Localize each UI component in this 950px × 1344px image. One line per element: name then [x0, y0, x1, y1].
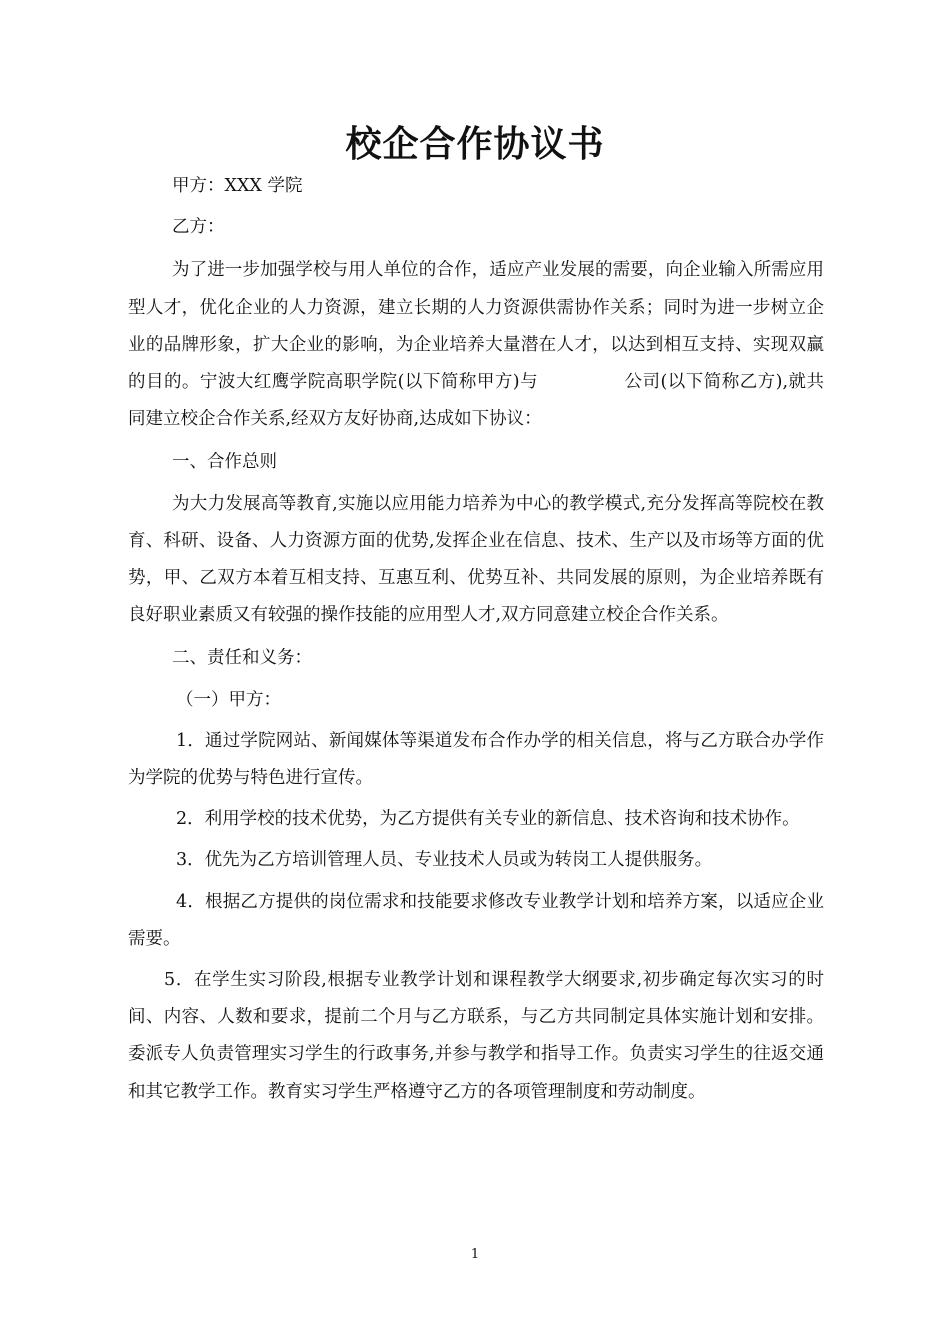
- section-1-paragraph: 为大力发展高等教育,实施以应用能力培养为中心的教学模式,充分发挥高等院校在教育、科研、设备、人力资源方面的优势,发挥企业在信息、技术、生产以及市场等方面的优势，甲、乙双方本着互相支持、互惠互利、优势互补、共同发展的原则，为企业培养既有良好职业素质又有较强的操作技能的应用型人才,双方同意建立校企合作关系。: [128, 493, 824, 626]
- party-a-duties-heading: （一）甲方：: [176, 689, 281, 710]
- page-number: 1: [470, 1247, 480, 1262]
- intro-text-before-blank: 为了进一步加强学校与用人单位的合作，适应产业发展的需要，向企业输入所需应用型人才，优化企业的人力资源，建立长期的人力资源供需协作关系；同时为进一步树立企业的品牌形象，扩大企业的影响，为企业培养大量潜在人才，以达到相互支持、实现双赢的目的。宁波大红鹰学院高职学院(以下简称甲方)与: [128, 260, 824, 393]
- party-b-line: 乙方：: [172, 217, 225, 238]
- duty-item-3: 3．优先为乙方培训管理人员、专业技术人员或为转岗工人提供服务。: [176, 850, 713, 871]
- duty-item-4: 4．根据乙方提供的岗位需求和技能要求修改专业教学计划和培养方案，以适应企业需要。: [128, 891, 824, 949]
- intro-text-after-blank: 公司(以下简称乙方),就共同建立校企合作关系,经双方友好协商,达成如下协议：: [128, 372, 825, 430]
- party-a-line: 甲方：XXX 学院: [172, 176, 303, 196]
- duty-item-5: 5．在学生实习阶段,根据专业教学计划和课程教学大纲要求,初步确定每次实习的时间、内容、人数和要求，提前二个月与乙方联系，与乙方共同制定具体实施计划和安排。委派专人负责管理实习学生的行政事务,并参与教学和指导工作。负责实习学生的往返交通和其它教学工作。教育实习学生严格遵守乙方的各项管理制度和劳动制度。: [128, 970, 824, 1102]
- intro-paragraph: [128, 252, 824, 438]
- duty-item-2: 2．利用学校的技术优势，为乙方提供有关专业的新信息、技术咨询和技术协作。: [176, 809, 800, 830]
- duty-item-1: 1．通过学院网站、新闻媒体等渠道发布合作办学的相关信息，将与乙方联合办学作为学院的优势与特色进行宣传。: [128, 730, 824, 789]
- section-1-heading: 一、合作总则: [172, 452, 277, 473]
- document-title: 校企合作协议书: [345, 123, 605, 165]
- section-2-heading: 二、责任和义务：: [172, 648, 312, 669]
- document-body: [128, 168, 824, 1111]
